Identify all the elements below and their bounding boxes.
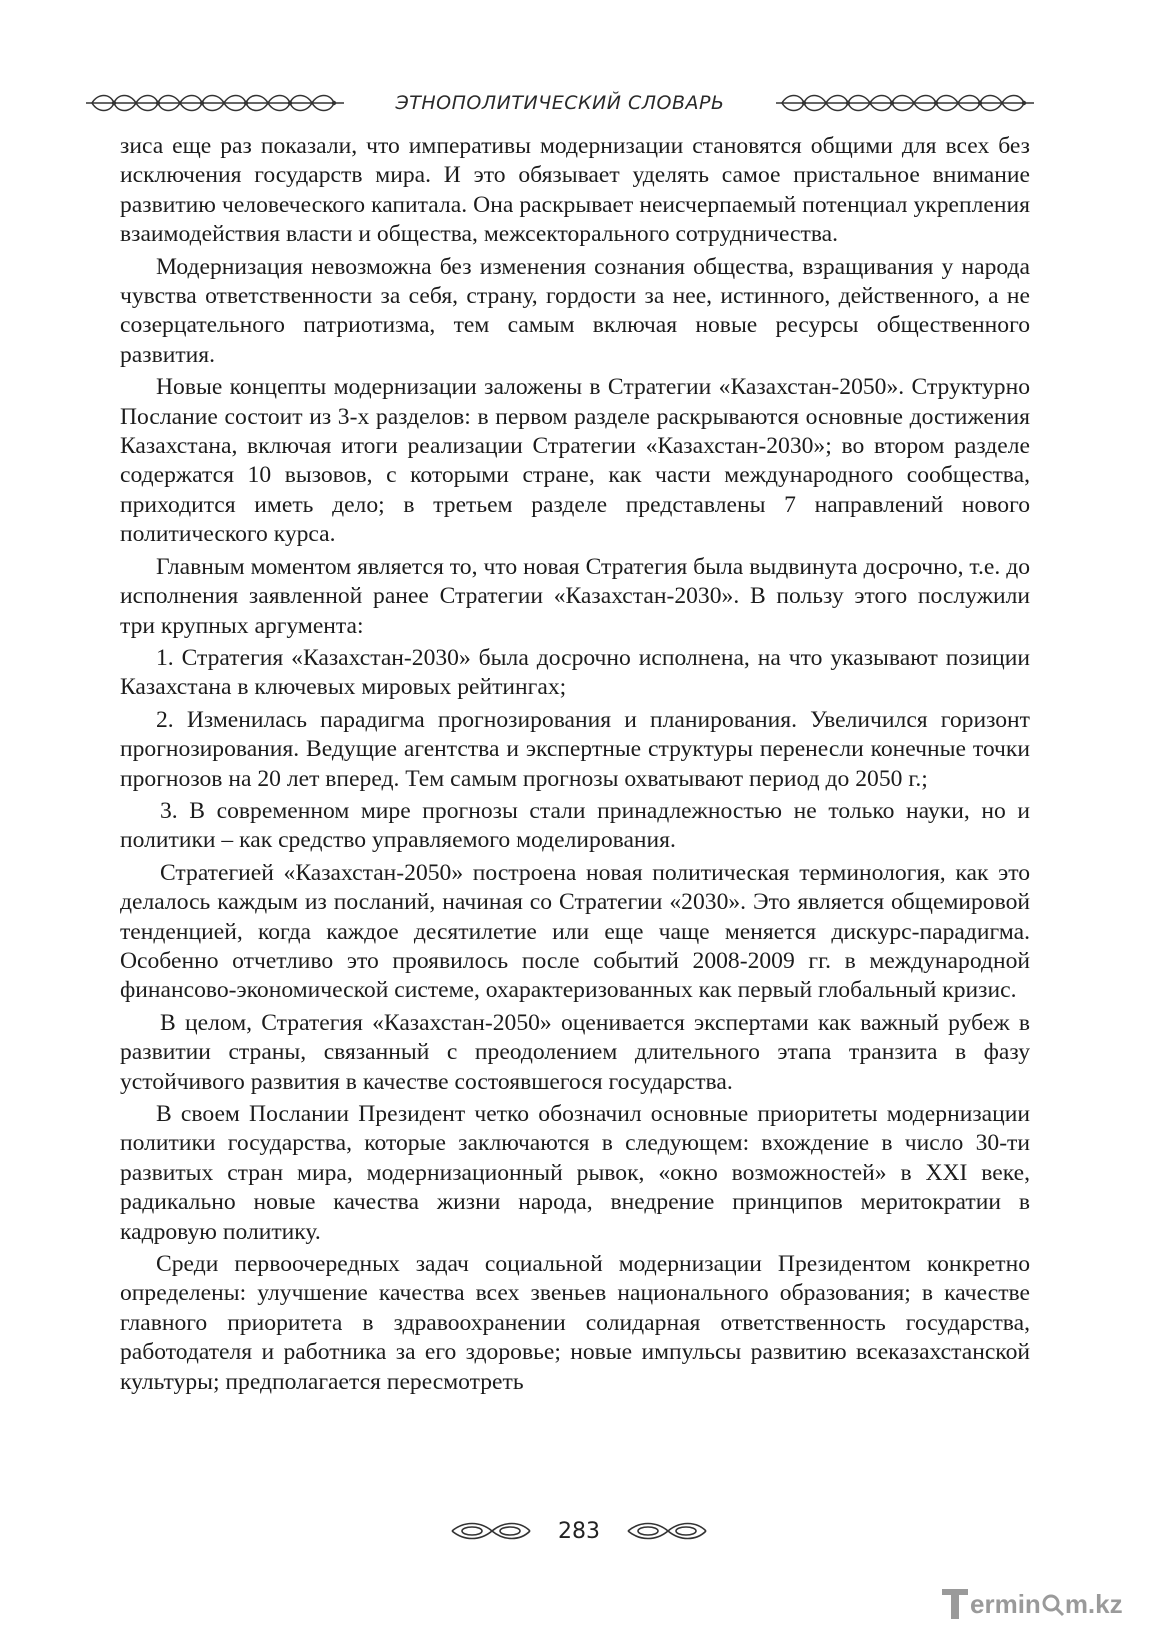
site-watermark — [942, 1584, 1142, 1624]
magnifier-icon — [1041, 1591, 1065, 1617]
paragraph: Модернизация невозможна без изменения сознания общества, взращивания у народа чувства ответственности за себя, страну, гордости за нее, истинного, действенного, а не созерцательного патриотизма, тем самым включая новые ресурсы общественного развития. — [120, 253, 1030, 368]
page-number: 283 — [558, 1518, 600, 1544]
paragraph: Новые концепты модернизации заложены в Стратегии «Казахстан-2050». Структурно Послание состоит из 3-х разделов: в первом разделе раскрываются основные достижения Казахстана, включая итоги реализации Стратегии «Казахстан-2030»; во втором разделе содержатся 10 вызовов, с которыми стране, как части международного сообщества, приходится иметь дело; в третьем разделе представлены 7 направлений нового политического курса. — [120, 374, 1030, 548]
paragraph: Среди первоочередных задач социальной модернизации Президентом конкретно определены: улучшение качества всех звеньев национального образования; в качестве главного приоритета в здравоохранении солидарная ответственность государства, работодателя и работника за его здоровье; новые импульсы развитию всеказахстанской культуры; предполагается пересмотреть — [120, 1251, 1030, 1395]
watermark-text-left: ermin — [970, 1588, 1041, 1619]
paragraph: В своем Послании Президент четко обозначил основные приоритеты модернизации политики государства, которые заключаются в следующем: вхождение в число 30-ти развитых стран мира, модернизационный рывок, «окно возможностей» в XXI веке, радикально новые качества жизни народа, внедрение принципов меритократии в кадровую политику. — [120, 1101, 1030, 1245]
list-item-argument-1: 1. Стратегия «Казахстан-2030» была досрочно исполнена, на что указывают позиции Казахстана в ключевых мировых рейтингах; — [120, 644, 1030, 701]
list-item-argument-3: 3. В современном мире прогнозы стали принадлежностью не только науки, но и политики – как средство управляемого моделирования. — [120, 797, 1030, 854]
watermark-text-right: m.kz — [1064, 1588, 1123, 1619]
paragraph: Стратегией «Казахстан-2050» построена новая политическая терминология, как это делалось каждым из посланий, начиная со Стратегии «2030». Это является общемировой тенденцией, когда каждое десятилетие или еще чаще меняется дискурс-парадигма. Особенно отчетливо это проявилось после событий 2008-2009 гг. в международной финансово-экономической системе, охарактеризованных как первый глобальный кризис. — [120, 859, 1030, 1004]
ornament-left-icon — [86, 91, 344, 115]
paragraph: Главным моментом является то, что новая Стратегия была выдвинута досрочно, т.е. до исполнения заявленной ранее Стратегии «Казахстан-2030». В пользу этого послужили три крупных аргумента: — [120, 553, 1030, 639]
flourish-left-icon — [450, 1519, 532, 1543]
flourish-right-icon — [626, 1519, 708, 1543]
paragraph: В целом, Стратегия «Казахстан-2050» оценивается экспертами как важный рубеж в развитии страны, связанный с преодолением длительного этапа транзита в фазу устойчивого развития в качестве состоявшегося государства. — [120, 1009, 1030, 1095]
paragraph-continuation: зиса еще раз показали, что императивы модернизации становятся общими для всех без исключения государств мира. И это обязывает уделять самое пристальное внимание развитию человеческого капитала. Она раскрывает неисчерпаемый потенциал укрепления взаимодействия власти и общества, межсекторального сотрудничества. — [120, 133, 1030, 248]
page-footer — [0, 1513, 1158, 1549]
running-header — [86, 86, 1034, 120]
header-title: ЭТНОПОЛИТИЧЕСКИЙ СЛОВАРЬ — [395, 92, 725, 114]
t-letter-mark-icon — [942, 1587, 968, 1621]
article-body — [120, 132, 1030, 1400]
ornament-right-icon — [776, 91, 1034, 115]
list-item-argument-2: 2. Изменилась парадигма прогнозирования и планирования. Увеличился горизонт прогнозирования. Ведущие агентства и экспертные структуры перенесли конечные точки прогнозов на 20 лет вперед. Тем самым прогнозы охватывают период до 2050 г.; — [120, 706, 1030, 792]
